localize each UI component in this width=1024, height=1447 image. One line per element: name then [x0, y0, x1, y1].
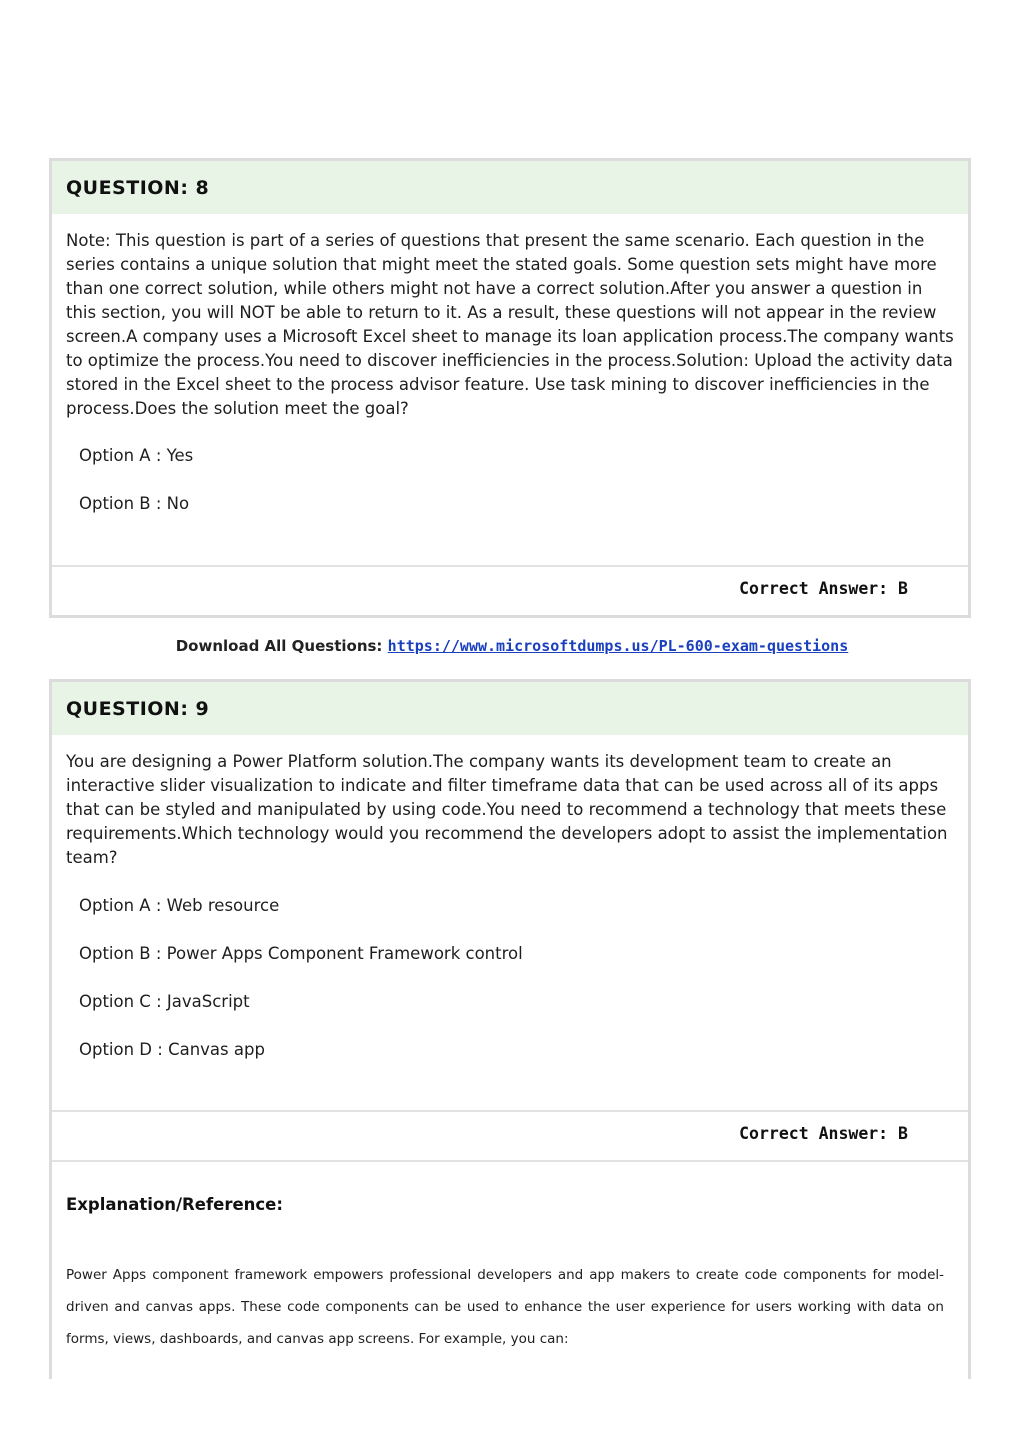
correct-answer: Correct Answer: B: [739, 579, 908, 598]
question-title: QUESTION: 8: [66, 176, 210, 199]
question-card-9: [49, 679, 971, 1379]
explanation-text: Power Apps component framework empowers professional developers and app makers to create code components for model-driven and canvas apps. These code components can be used to enhance the user experience for users working with data on forms, views, dashboards, and canvas app screens. For example, you can:: [66, 1267, 944, 1347]
question-card-8: [49, 158, 971, 618]
option-a[interactable]: Option A : Web resource: [79, 896, 280, 915]
answer-row: [52, 1110, 968, 1162]
option-b[interactable]: Option B : No: [79, 494, 190, 513]
correct-answer: Correct Answer: B: [739, 1124, 908, 1143]
option-a[interactable]: Option A : Yes: [79, 446, 194, 465]
question-title: QUESTION: 9: [66, 697, 210, 720]
answer-row: [52, 565, 968, 615]
question-text: Note: This question is part of a series of questions that present the same scenario. Each question in the series contains a unique solution that might meet the stated goals. Some question sets might have more than one correct solution, while others might not have a correct solution.After you answer a question in this section, you will NOT be able to return to it. As a result, these questions will not appear in the review screen.A company uses a Microsoft Excel sheet to manage its loan application process.The company wants to optimize the process.You need to discover inefficiencies in the process.Solution: Upload the activity data stored in the Excel sheet to the process advisor feature. Use task mining to discover inefficiencies in the process.Does the solution meet the goal?: [66, 231, 954, 418]
question-header: [52, 161, 968, 214]
option-b[interactable]: Option B : Power Apps Component Framework control: [79, 944, 523, 963]
question-text: You are designing a Power Platform solution.The company wants its development team to create an interactive slider visualization to indicate and filter timeframe data that can be used across all of its apps that can be styled and manipulated by using code.You need to recommend a technology that meets these requirements.Which technology would you recommend the developers adopt to assist the implementation team?: [66, 752, 948, 867]
option-d[interactable]: Option D : Canvas app: [79, 1040, 265, 1059]
download-label: Download All Questions:: [175, 637, 383, 655]
explanation-title: Explanation/Reference:: [66, 1195, 283, 1214]
question-header: [52, 682, 968, 735]
download-line: [0, 637, 1024, 655]
download-link[interactable]: https://www.microsoftdumps.us/PL-600-exam-questions: [387, 637, 849, 655]
option-c[interactable]: Option C : JavaScript: [79, 992, 250, 1011]
